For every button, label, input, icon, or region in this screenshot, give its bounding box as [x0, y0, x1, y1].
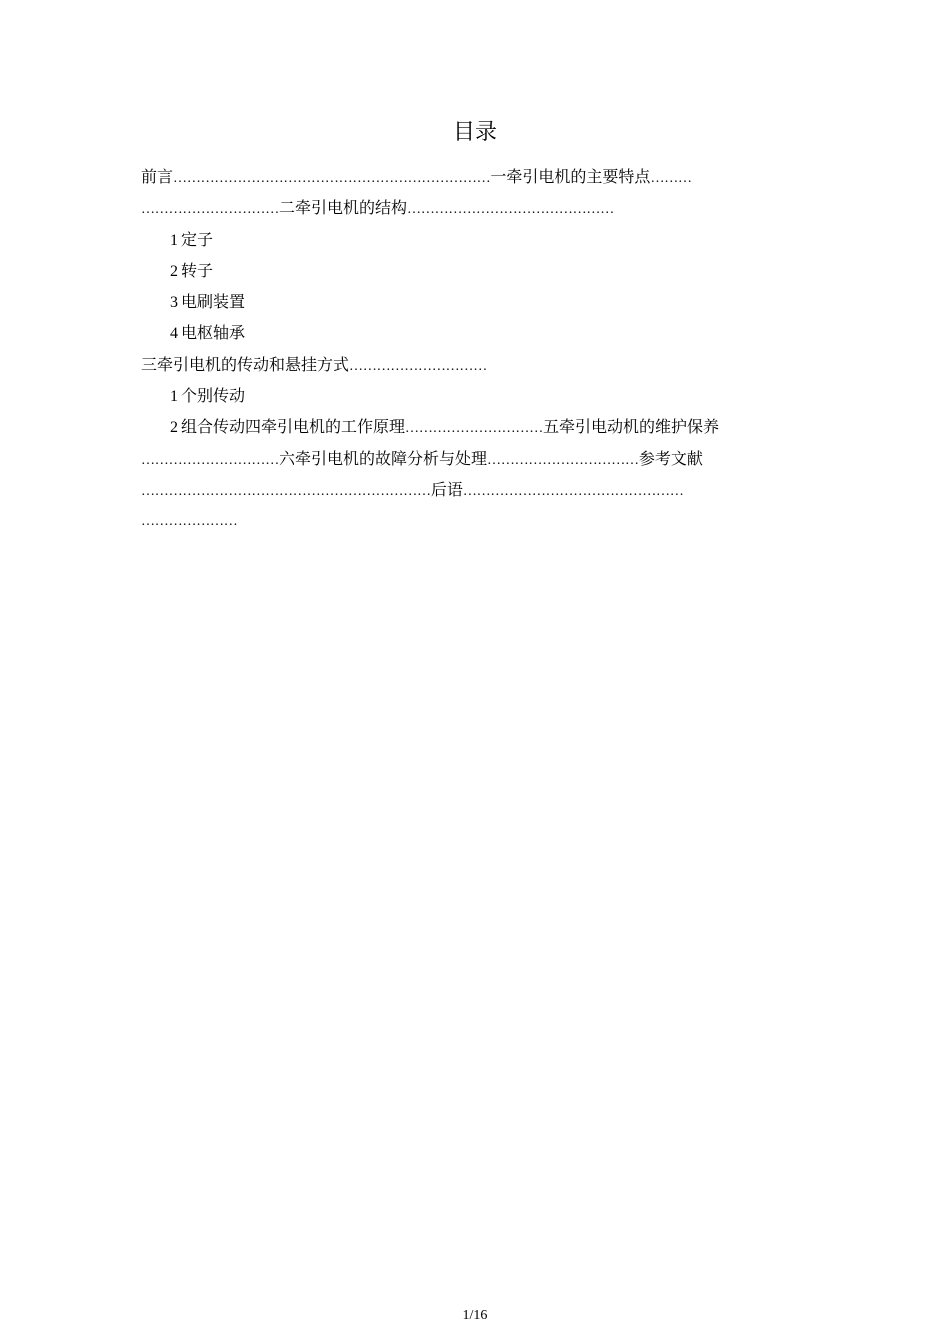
toc-leader-dots: ……… [650, 171, 692, 186]
page-number: 1/16 [462, 1308, 488, 1323]
toc-entry-text: 电刷装置 [181, 292, 246, 311]
toc-entry-text: 六牵引电机的故障分析与处理 [279, 449, 488, 468]
toc-entry-number: 2 [170, 263, 178, 280]
toc-leader-dots: ………………………………………… [462, 484, 684, 499]
toc-entry-text: 二牵引电机的结构 [279, 198, 408, 217]
toc-entry-text: 参考文献 [638, 449, 703, 468]
toc-entry-text: 电枢轴承 [181, 323, 246, 342]
toc-subentry-bearing [170, 322, 850, 345]
toc-entry-text: 后语 [430, 480, 463, 499]
toc-leader-dots: ……………………………………………………… [141, 484, 431, 499]
toc-leader-dots: …………………………………………………………… [173, 171, 491, 186]
toc-entry-number: 3 [170, 294, 178, 311]
toc-entry-number: 2 [170, 419, 178, 436]
toc-entry-number: 1 [170, 388, 178, 405]
toc-subentry-stator [170, 229, 850, 252]
toc-leader-dots: ………………………… [405, 421, 544, 436]
toc-leader-dots: ………………… [141, 514, 238, 529]
toc-entry-text: 组合传动四牵引电机的工作原理 [181, 417, 406, 436]
toc-leader-dots: ……………………………………… [407, 202, 615, 217]
toc-line-structure [141, 197, 821, 221]
toc-leader-dots: ………………………… [349, 359, 488, 374]
toc-entry-text: 一牵引电机的主要特点 [490, 167, 651, 186]
toc-leader-dots: ………………………… [141, 202, 280, 217]
toc-line-afterword [141, 479, 821, 503]
toc-entry-number: 1 [170, 232, 178, 249]
toc-entry-text: 三牵引电机的传动和悬挂方式 [141, 355, 350, 374]
toc-entry-text: 前言 [141, 167, 174, 186]
toc-subentry-combined [170, 416, 850, 440]
toc-entry-text: 五牵引电动机的维护保养 [543, 417, 720, 436]
toc-subentry-brush [170, 291, 850, 314]
toc-line-transmission [141, 354, 821, 378]
toc-entry-text: 转子 [181, 261, 214, 280]
toc-subentry-rotor [170, 260, 850, 283]
toc-line-fault [141, 448, 821, 472]
toc-line-preface [141, 166, 821, 190]
toc-entry-text: 个别传动 [181, 386, 246, 405]
toc-leader-dots: ………………………… [141, 453, 280, 468]
toc-entry-number: 4 [170, 325, 178, 342]
toc-subentry-individual [170, 385, 850, 408]
toc-leader-dots: …………………………… [487, 453, 639, 468]
toc-line-trailing-dots [141, 509, 821, 533]
toc-title: 目录 [452, 120, 497, 145]
toc-entry-text: 定子 [181, 230, 214, 249]
